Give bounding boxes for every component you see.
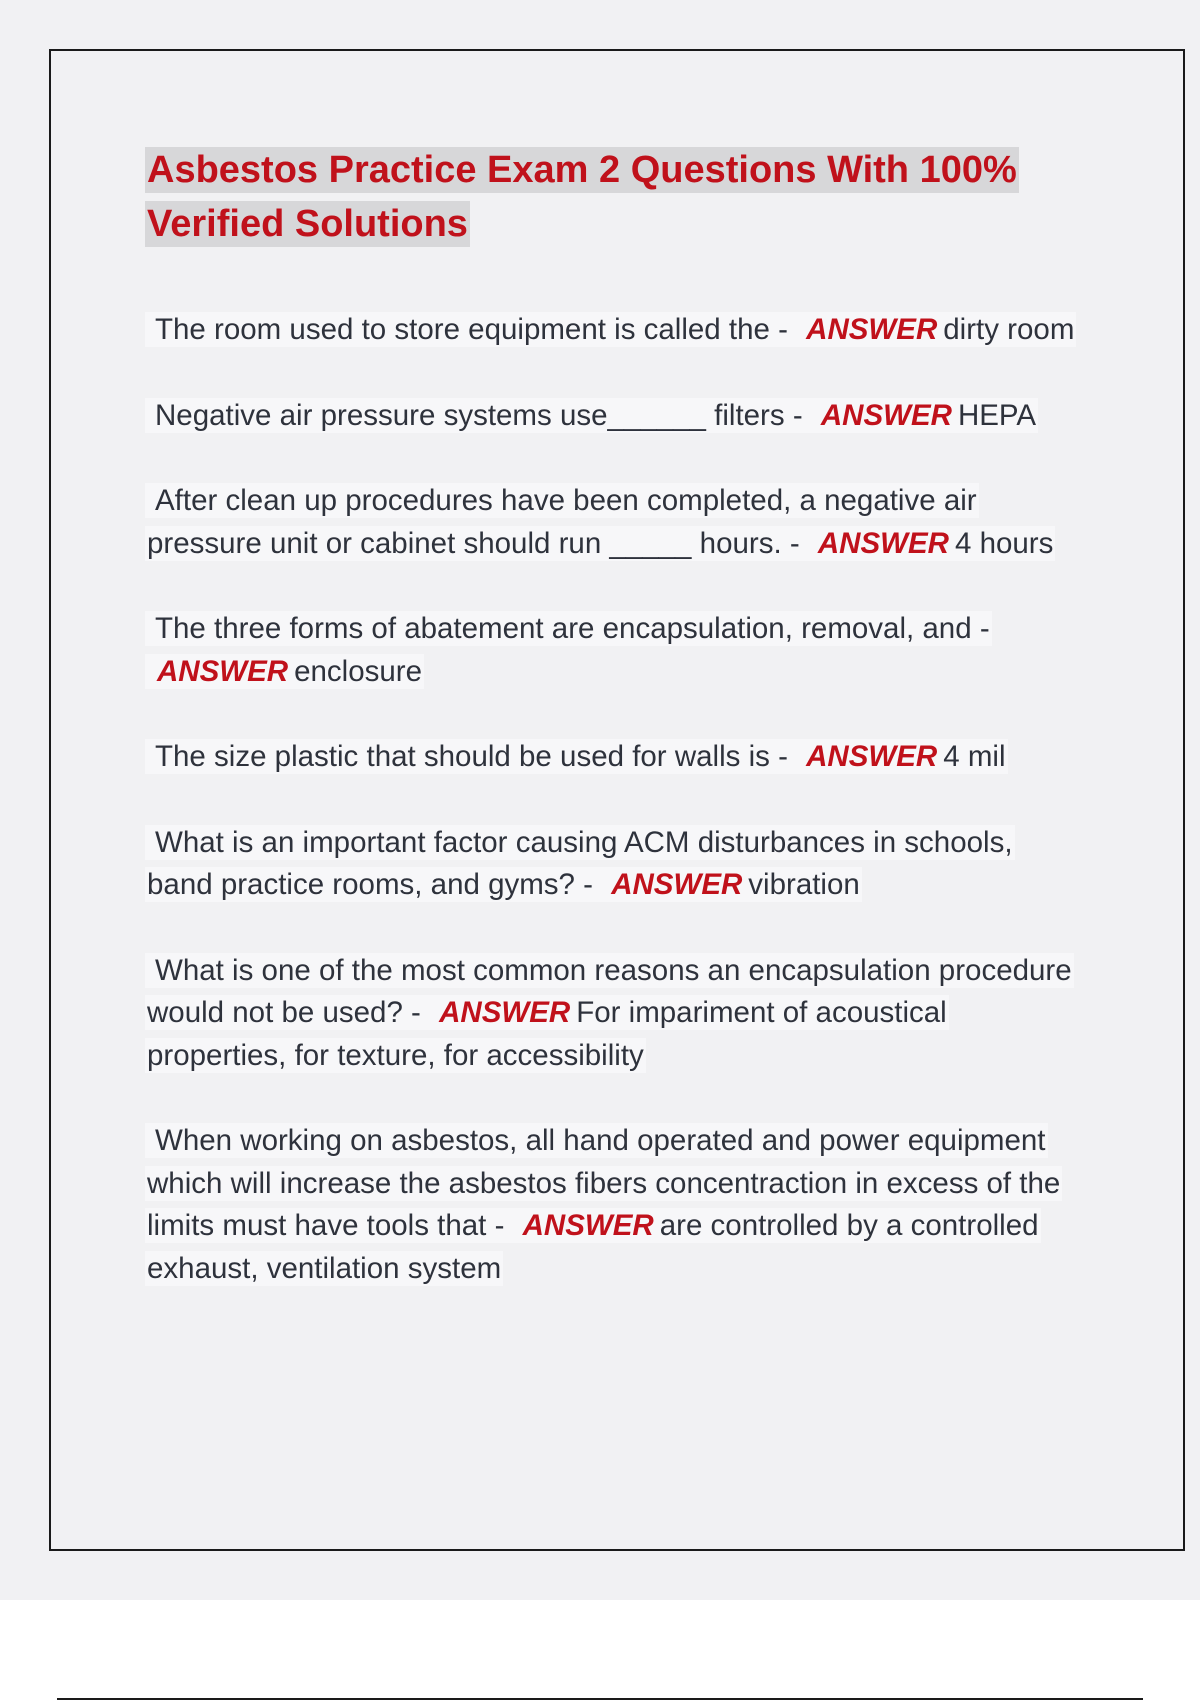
answer-text: enclosure bbox=[294, 654, 423, 688]
answer-label: ANSWER bbox=[806, 313, 938, 346]
answer-label: ANSWER bbox=[820, 398, 952, 432]
question-text: What is an important factor causing ACM disturbances in schools, band practice rooms, and gyms? - bbox=[147, 825, 1013, 901]
answer-text: vibration bbox=[748, 868, 860, 901]
qa-item bbox=[145, 950, 1085, 1078]
question-text: After clean up procedures have been completed, a negative air pressure unit or cabinet should run _____ hours. - bbox=[147, 484, 977, 560]
document-title: Asbestos Practice Exam 2 Questions With 100% Verified Solutions bbox=[147, 149, 1017, 245]
qa-item bbox=[145, 822, 1085, 907]
question-text: The room used to store equipment is called the - bbox=[155, 313, 797, 346]
question-text: The size plastic that should be used for walls is - bbox=[155, 740, 797, 773]
answer-label: ANSWER bbox=[439, 996, 571, 1029]
answer-label: ANSWER bbox=[806, 740, 938, 773]
answer-text: dirty room bbox=[943, 313, 1075, 346]
question-text: Negative air pressure systems use______ filters - bbox=[155, 398, 811, 432]
question-text: The three forms of abatement are encapsulation, removal, and - bbox=[155, 612, 990, 645]
qa-item bbox=[145, 395, 1085, 438]
answer-text: are controlled by a controlled exhaust, ventilation system bbox=[147, 1209, 1039, 1285]
qa-item bbox=[145, 608, 1085, 693]
answer-label: ANSWER bbox=[817, 526, 949, 560]
question-text: What is one of the most common reasons an encapsulation procedure would not be used? - bbox=[147, 953, 1072, 1029]
qa-item bbox=[145, 736, 1085, 779]
question-text: When working on asbestos, all hand operated and power equipment which will increase the asbestos fibers concentraction in excess of the limits must have tools that - bbox=[147, 1124, 1061, 1242]
qa-item bbox=[145, 309, 1085, 352]
answer-text: HEPA bbox=[957, 398, 1037, 432]
answer-text: 4 hours bbox=[954, 526, 1054, 560]
answer-label: ANSWER bbox=[522, 1209, 654, 1242]
qa-list bbox=[145, 309, 1085, 1290]
qa-item bbox=[145, 1120, 1085, 1290]
answer-text: For impariment of acoustical properties, for texture, for accessibility bbox=[147, 996, 947, 1072]
answer-label: ANSWER bbox=[157, 654, 289, 688]
answer-label: ANSWER bbox=[611, 868, 743, 901]
document-content bbox=[145, 143, 1085, 1333]
qa-item bbox=[145, 480, 1085, 565]
answer-text: 4 mil bbox=[943, 740, 1006, 773]
